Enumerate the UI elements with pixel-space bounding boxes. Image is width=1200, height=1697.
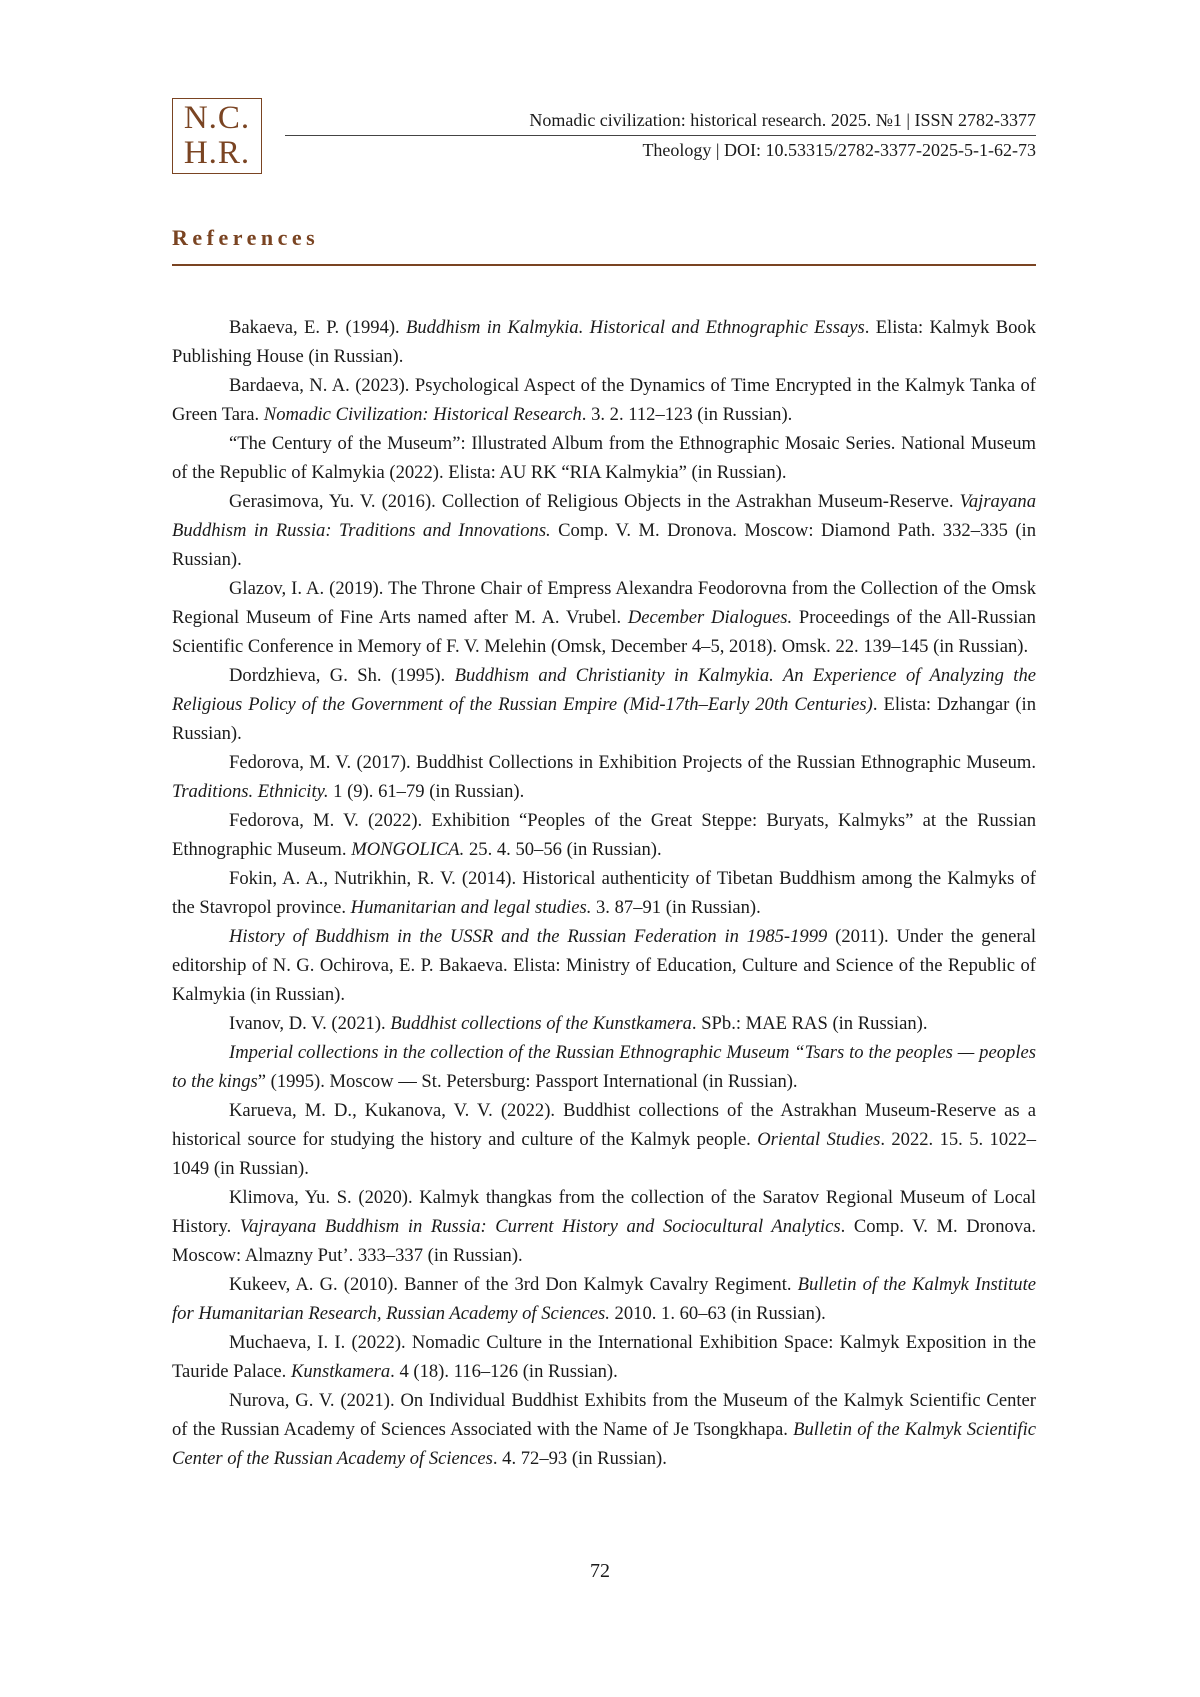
reference-entry: Imperial collections in the collection of the Russian Ethnographic Museum “Tsars to the peoples — peoples to the kings” (1995). Moscow — St. Petersburg: Passport International (in Russian).	[172, 1042, 1036, 1092]
reference-entry: Fokin, A. A., Nutrikhin, R. V. (2014). Historical authenticity of Tibetan Buddhism among the Kalmyks of the Stavropol province. Humanitarian and legal studies. 3. 87–91 (in Russian).	[172, 868, 1036, 918]
reference-entry: Bardaeva, N. A. (2023). Psychological Aspect of the Dynamics of Time Encrypted in the Kalmyk Tanka of Green Tara. Nomadic Civilization: Historical Research. 3. 2. 112–123 (in Russian).	[172, 375, 1036, 425]
running-header	[285, 108, 1036, 162]
reference-entry: Glazov, I. A. (2019). The Throne Chair of Empress Alexandra Feodorovna from the Collection of the Omsk Regional Museum of Fine Arts named after M. A. Vrubel. December Dialogues. Proceedings of the All-Russian Scientific Conference in Memory of F. V. Melehin (Omsk, December 4–5, 2018). Omsk. 22. 139–145 (in Russian).	[172, 578, 1036, 657]
references-list	[172, 313, 1036, 1473]
reference-entry: Klimova, Yu. S. (2020). Kalmyk thangkas from the collection of the Saratov Regional Museum of Local History. Vajrayana Buddhism in Russia: Current History and Sociocultural Analytics. Comp. V. M. Dronova. Moscow: Almazny Put’. 333–337 (in Russian).	[172, 1187, 1036, 1266]
journal-logo	[172, 98, 262, 174]
logo-line-2: H.R.	[183, 135, 251, 171]
reference-entry: Karueva, M. D., Kukanova, V. V. (2022). Buddhist collections of the Astrakhan Museum-Reserve as a historical source for studying the history and culture of the Kalmyk people. Oriental Studies. 2022. 15. 5. 1022–1049 (in Russian).	[172, 1100, 1036, 1179]
reference-entry: Nurova, G. V. (2021). On Individual Buddhist Exhibits from the Museum of the Kalmyk Scientific Center of the Russian Academy of Sciences Associated with the Name of Je Tsongkhapa. Bulletin of the Kalmyk Scientific Center of the Russian Academy of Sciences. 4. 72–93 (in Russian).	[172, 1390, 1036, 1469]
reference-entry: History of Buddhism in the USSR and the Russian Federation in 1985-1999 (2011). Under the general editorship of N. G. Ochirova, E. P. Bakaeva. Elista: Ministry of Education, Culture and Science of the Republic of Kalmykia (in Russian).	[172, 926, 1037, 1005]
reference-entry: Kukeev, A. G. (2010). Banner of the 3rd Don Kalmyk Cavalry Regiment. Bulletin of the Kalmyk Institute for Humanitarian Research, Russian Academy of Sciences. 2010. 1. 60–63 (in Russian).	[172, 1274, 1036, 1324]
reference-entry: Dordzhieva, G. Sh. (1995). Buddhism and Christianity in Kalmykia. An Experience of Analyzing the Religious Policy of the Government of the Russian Empire (Mid-17th–Early 20th Centuries). Elista: Dzhangar (in Russian).	[172, 665, 1037, 744]
logo-line-1: N.C.	[183, 100, 251, 136]
reference-entry: Fedorova, M. V. (2022). Exhibition “Peoples of the Great Steppe: Buryats, Kalmyks” at the Russian Ethnographic Museum. MONGOLICA. 25. 4. 50–56 (in Russian).	[172, 810, 1036, 860]
reference-entry: Gerasimova, Yu. V. (2016). Collection of Religious Objects in the Astrakhan Museum-Reserve. Vajrayana Buddhism in Russia: Traditions and Innovations. Comp. V. M. Dronova. Moscow: Diamond Path. 332–335 (in Russian).	[172, 491, 1036, 570]
reference-entry: Fedorova, M. V. (2017). Buddhist Collections in Exhibition Projects of the Russian Ethnographic Museum. Traditions. Ethnicity. 1 (9). 61–79 (in Russian).	[172, 752, 1036, 802]
header-doi-line: Theology | DOI: 10.53315/2782-3377-2025-5-1-62-73	[642, 140, 1036, 160]
page-number: 72	[590, 1560, 610, 1582]
reference-entry: Bakaeva, E. P. (1994). Buddhism in Kalmykia. Historical and Ethnographic Essays. Elista: Kalmyk Book Publishing House (in Russian).	[172, 317, 1037, 367]
reference-entry: Muchaeva, I. I. (2022). Nomadic Culture in the International Exhibition Space: Kalmyk Exposition in the Tauride Palace. Kunstkamera. 4 (18). 116–126 (in Russian).	[172, 1332, 1036, 1382]
reference-entry: “The Century of the Museum”: Illustrated Album from the Ethnographic Mosaic Series. National Museum of the Republic of Kalmykia (2022). Elista: AU RK “RIA Kalmykia” (in Russian).	[172, 433, 1036, 483]
reference-entry: Ivanov, D. V. (2021). Buddhist collections of the Kunstkamera. SPb.: MAE RAS (in Russian).	[229, 1013, 928, 1034]
references-section-header	[172, 225, 1036, 266]
section-title: References	[172, 225, 320, 250]
header-journal-line: Nomadic civilization: historical research. 2025. №1 | ISSN 2782-3377	[285, 108, 1036, 136]
